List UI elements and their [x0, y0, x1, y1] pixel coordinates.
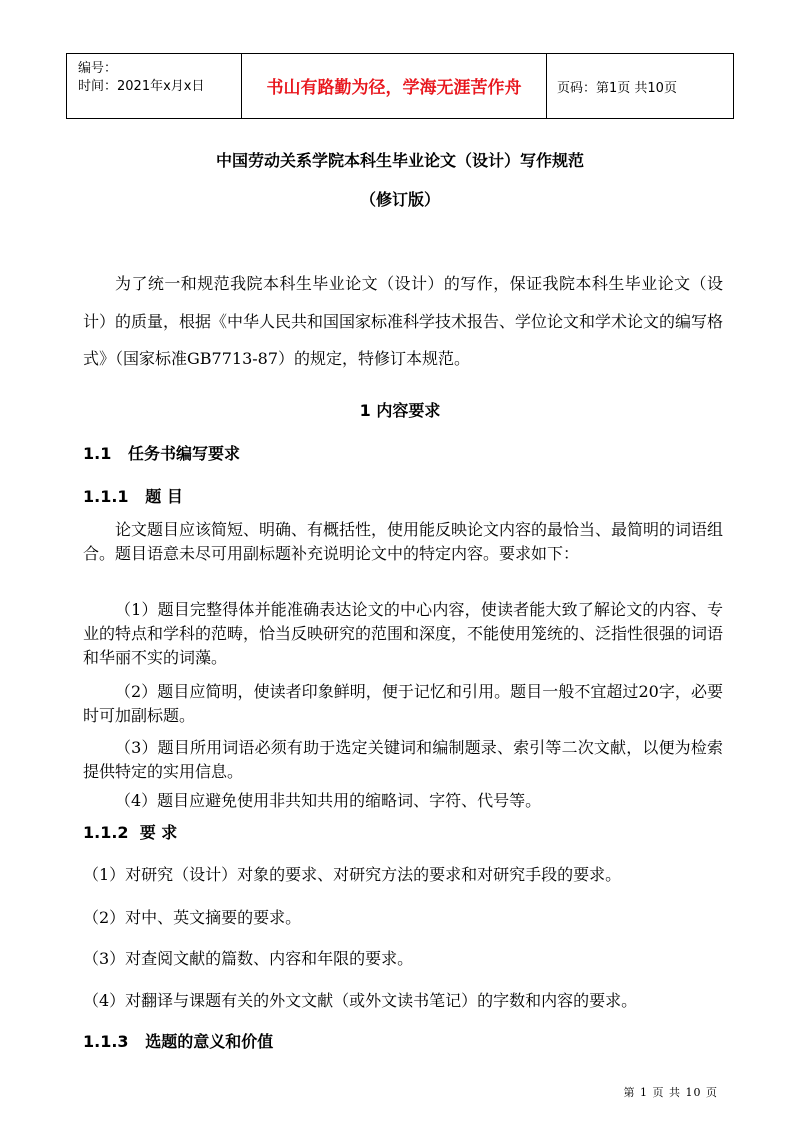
- topic-item-3: （3）题目所用词语必须有助于选定关键词和编制题录、索引等二次文献，以便为检索提供特定的实用信息。: [83, 738, 723, 781]
- requirement-item-4: （4）对翻译与课题有关的外文文献（或外文读书笔记）的字数和内容的要求。: [83, 991, 638, 1010]
- requirement-item-1: （1）对研究（设计）对象的要求、对研究方法的要求和对研究手段的要求。: [83, 865, 622, 884]
- requirement-item-3: （3）对查阅文献的篇数、内容和年限的要求。: [83, 949, 414, 968]
- document-subtitle: （修订版）: [359, 190, 440, 209]
- section-heading-1-1-2: 1.1.2 要 求: [83, 823, 178, 842]
- section-heading-1-1: 1.1 任务书编写要求: [83, 444, 241, 463]
- page-header: [66, 53, 734, 119]
- page-footer: 第 1 页 共 10 页: [623, 1086, 718, 1099]
- section-heading-1-1-1: 1.1.1 题 目: [83, 487, 183, 506]
- header-left-cell: [67, 54, 242, 118]
- document-title: 中国劳动关系学院本科生毕业论文（设计）写作规范: [215, 151, 584, 170]
- topic-paragraph: 论文题目应该简短、明确、有概括性，使用能反映论文内容的最恰当、最简明的词语组合。题目语意未尽可用副标题补充说明论文中的特定内容。要求如下：: [83, 520, 724, 563]
- section-heading-1-1-3: 1.1.3 选题的意义和价值: [83, 1032, 274, 1051]
- requirement-item-2: （2）对中、英文摘要的要求。: [83, 908, 302, 927]
- document-number-label: 编号：: [78, 61, 118, 76]
- intro-paragraph: 为了统一和规范我院本科生毕业论文（设计）的写作，保证我院本科生毕业论文（设计）的质量，根据《中华人民共和国国家标准科学技术报告、学位论文和学术论文的编写格式》（国家标准GB7713-87）的规定，特修订本规范。: [83, 274, 724, 368]
- section-heading-1: 1 内容要求: [359, 401, 441, 420]
- header-motto: 书山有路勤为径，学海无涯苦作舟: [242, 54, 547, 118]
- topic-item-4: （4）题目应避免使用非共知共用的缩略词、字符、代号等。: [115, 791, 542, 810]
- topic-item-1: （1）题目完整得体并能准确表达论文的中心内容，使读者能大致了解论文的内容、专业的特点和学科的范畴，恰当反映研究的范围和深度，不能使用笼统的、泛指性很强的词语和华丽不实的词藻。: [83, 600, 724, 667]
- header-page-number: 页码：第1页 共10页: [557, 80, 677, 96]
- document-time-label: 时间：2021年x月x日: [78, 79, 205, 94]
- topic-item-2: （2）题目应简明，使读者印象鲜明，便于记忆和引用。题目一般不宜超过20字，必要时可加副标题。: [83, 682, 723, 725]
